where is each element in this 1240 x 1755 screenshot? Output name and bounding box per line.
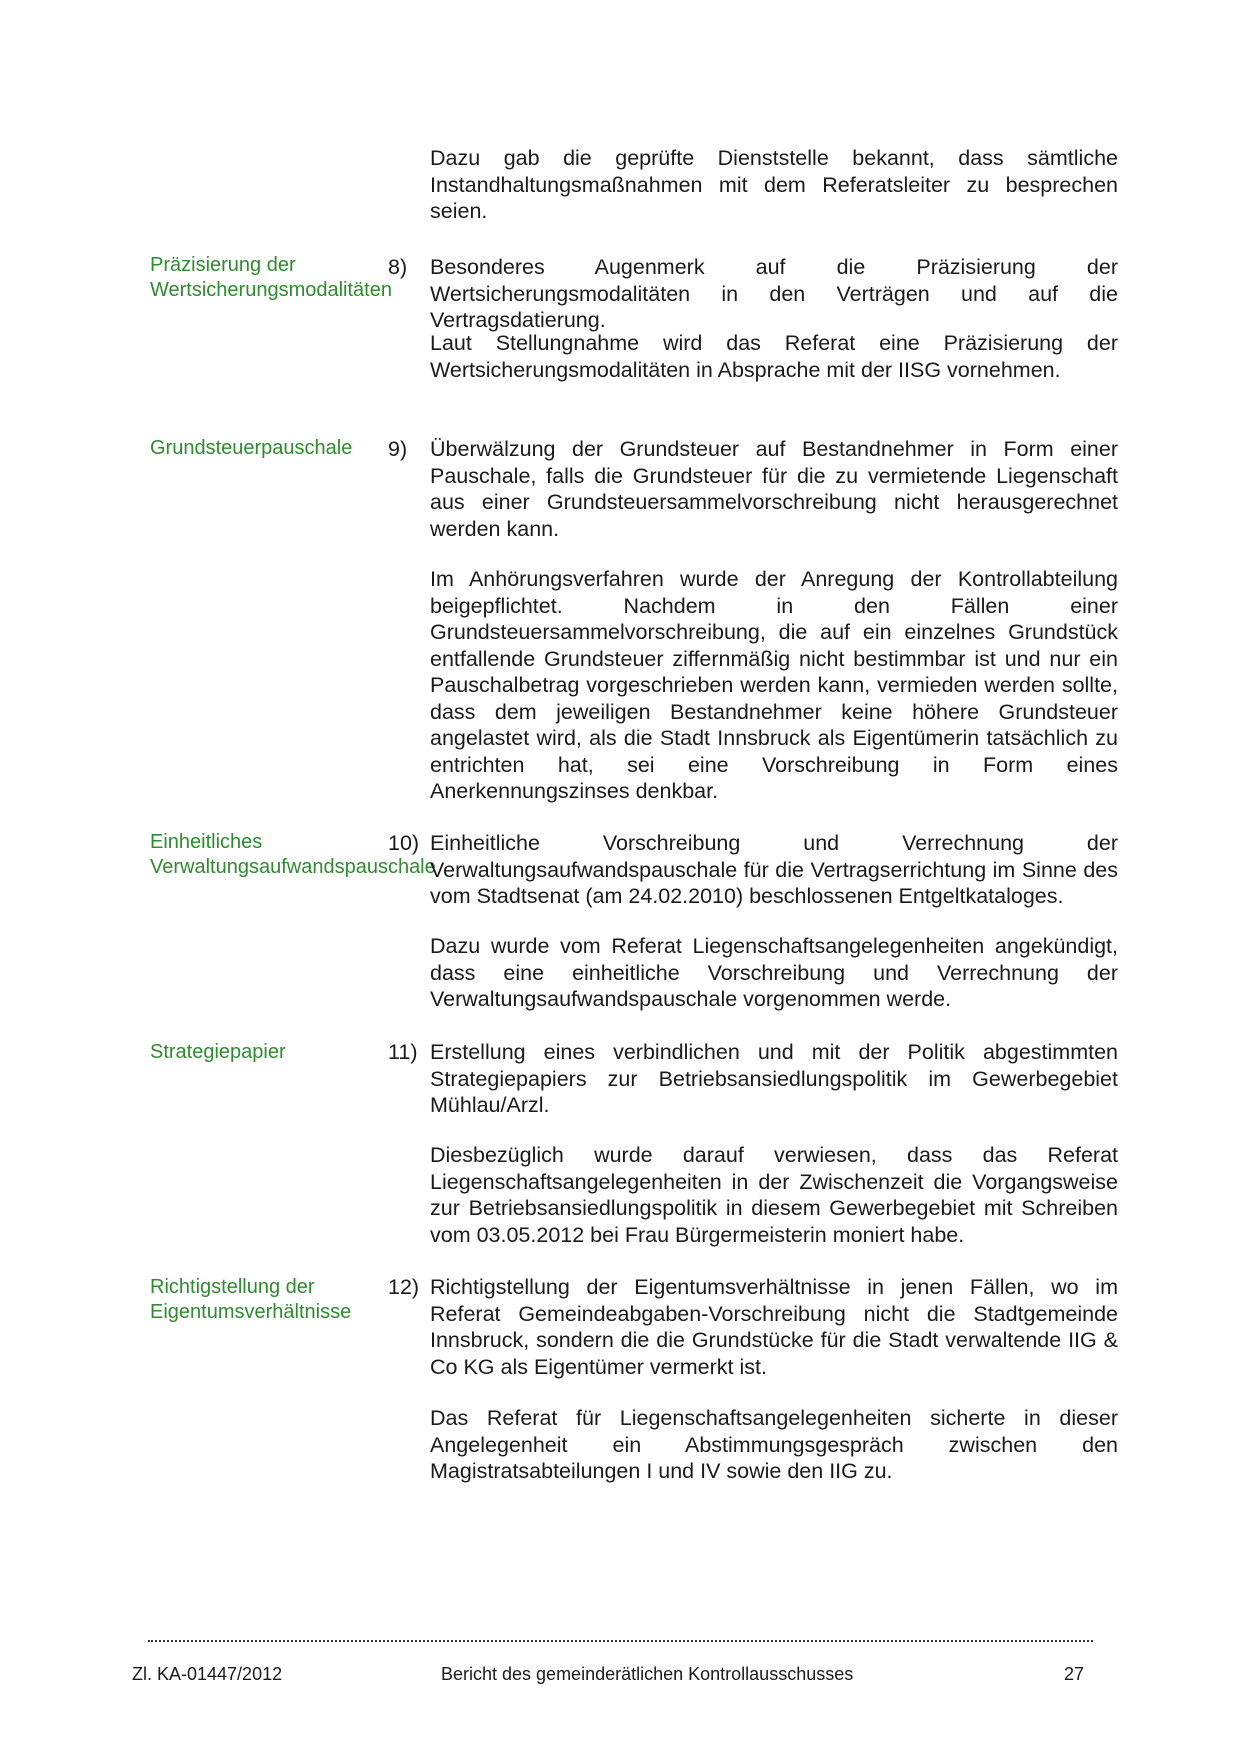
response-10: Dazu wurde vom Referat Liegenschaftsangelegenheiten angekündigt, dass eine einheitliche Vorschreibung und Verrechnung der Verwaltungsaufwandspauschale vorgenommen werde. [430,934,1118,1011]
response-9: Im Anhörungsverfahren wurde der Anregung der Kontrollabteilung beigepflichtet. Nachdem in den Fällen einer Grundsteuersammelvorschreibung, die auf ein einzelnes Grundstück entfallende Grundsteuer ziffernmäßig nicht bestimmbar ist und nur ein Pauschalbetrag vorgeschrieben werden kann, vermieden werden sollte, dass dem jeweiligen Bestandnehmer keine höhere Grundsteuer angelastet wird, als die Stadt Innsbruck als Eigentümerin tatsächlich zu entrichten hat, sei eine Vorschreibung in Form eines Anerkennungszinses denkbar. [430,567,1118,803]
item-number-9: 9) [388,437,408,461]
footer-page-number: 27 [1064,1664,1085,1684]
margin-note-12: Richtigstellung der Eigentumsverhältnisse [150,1276,352,1323]
recommendation-9: Überwälzung der Grundsteuer auf Bestandnehmer in Form einer Pauschale, falls die Grundsteuer für die zu vermietende Liegenschaft aus einer Grundsteuersammelvorschreibung nicht herausgerechnet werden kann. [430,437,1118,541]
recommendation-10: Einheitliche Vorschreibung und Verrechnung der Verwaltungsaufwandspauschale für die Vertragserrichtung im Sinne des vom Stadtsenat (am 24.02.2010) beschlossenen Entgeltkataloges. [430,831,1118,908]
recommendation-11: Erstellung eines verbindlichen und mit der Politik abgestimmten Strategiepapiers zur Betriebsansiedlungspolitik im Gewerbegebiet Mühlau/Arzl. [430,1040,1118,1117]
margin-note-11: Strategiepapier [150,1041,286,1063]
footer-divider [148,1640,1093,1642]
response-8: Laut Stellungnahme wird das Referat eine Präzisierung der Wertsicherungsmodalitäten in Absprache mit der IISG vornehmen. [430,331,1118,382]
item-number-12: 12) [388,1275,420,1299]
response-12: Das Referat für Liegenschaftsangelegenheiten sicherte in dieser Angelegenheit ein Abstimmungsgespräch zwischen den Magistratsabteilungen I und IV sowie den IIG zu. [430,1406,1118,1483]
recommendation-8: Besonderes Augenmerk auf die Präzisierung der Wertsicherungsmodalitäten in den Verträgen und auf die Vertragsdatierung. [430,255,1118,332]
item-number-10: 10) [388,831,420,855]
margin-note-8: Präzisierung der Wertsicherungsmodalitäten [150,254,392,301]
footer-report-title: Bericht des gemeinderätlichen Kontrollausschusses [441,1664,854,1684]
margin-note-9: Grundsteuerpauschale [150,437,353,459]
intro-paragraph: Dazu gab die geprüfte Dienststelle bekannt, dass sämtliche Instandhaltungsmaßnahmen mit dem Referatsleiter zu besprechen seien. [430,146,1118,223]
recommendation-12: Richtigstellung der Eigentumsverhältnisse in jenen Fällen, wo im Referat Gemeindeabgaben-Vorschreibung nicht die Stadtgemeinde Innsbruck, sondern die die Grundstücke für die Stadt verwaltende IIG & Co KG als Eigentümer vermerkt ist. [430,1275,1118,1379]
item-number-8: 8) [388,255,408,279]
response-11: Diesbezüglich wurde darauf verwiesen, dass das Referat Liegenschaftsangelegenheiten in der Zwischenzeit die Vorgangsweise zur Betriebsansiedlungspolitik in diesem Gewerbegebiet mit Schreiben vom 03.05.2012 bei Frau Bürgermeisterin moniert habe. [430,1143,1118,1247]
margin-note-10: Einheitliches Verwaltungsaufwandspauschale [150,831,436,878]
item-number-11: 11) [388,1040,418,1064]
footer-reference: Zl. KA-01447/2012 [132,1664,283,1684]
